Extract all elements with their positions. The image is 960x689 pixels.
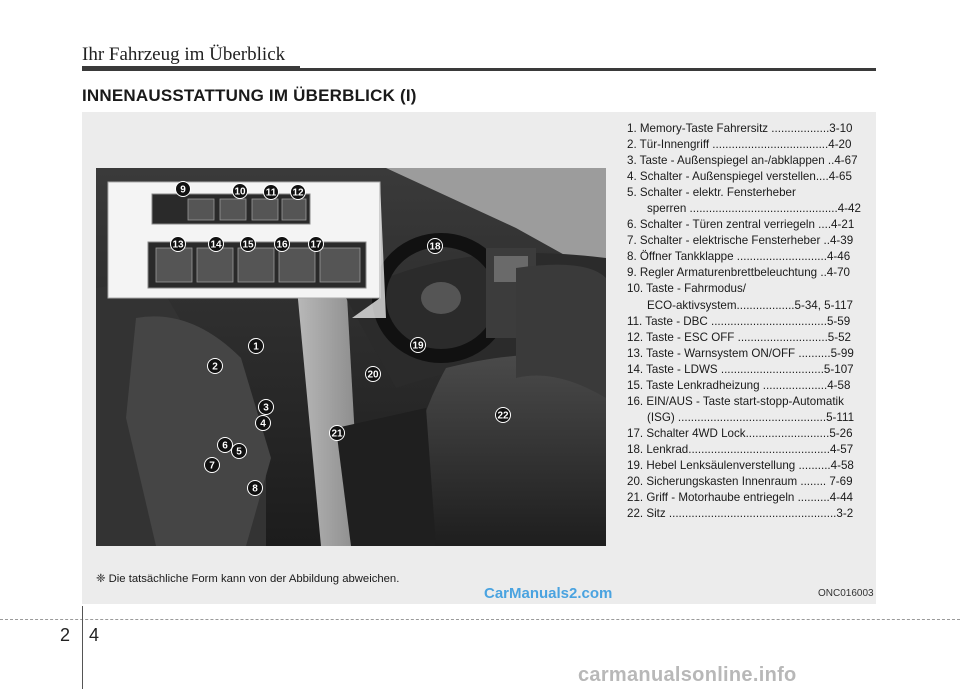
legend-item: 4. Schalter - Außenspiegel verstellen....4-65: [627, 170, 852, 184]
legend-item: (ISG) ..............................................5-111: [647, 410, 855, 424]
callout-9: [176, 182, 191, 197]
svg-text:16: 16: [276, 239, 288, 251]
steering-hub: [421, 282, 461, 314]
callout-16: [275, 237, 290, 252]
chapter-number: 2: [60, 625, 71, 645]
component-legend: [627, 121, 872, 522]
svg-text:12: 12: [292, 187, 304, 199]
legend-item: 3. Taste - Außenspiegel an-/abklappen ..4-67: [627, 154, 858, 168]
interior-photo: [96, 168, 606, 546]
page-footer-divider: [0, 619, 960, 620]
header-rule: [82, 68, 876, 71]
svg-text:20: 20: [367, 369, 379, 381]
footwell: [336, 408, 436, 546]
svg-text:4: 4: [260, 418, 266, 430]
page-number-separator: [82, 606, 83, 689]
callout-18: [428, 239, 443, 254]
image-code: ONC016003: [818, 588, 874, 599]
callout-15: [241, 237, 256, 252]
callout-5: [232, 444, 247, 459]
legend-item: 17. Schalter 4WD Lock..........................5-26: [627, 426, 853, 440]
legend-item: 19. Hebel Lenksäulenverstellung ..........4-58: [627, 458, 854, 472]
callout-1: [249, 339, 264, 354]
legend-item: 5. Schalter - elektr. Fensterheber: [627, 186, 796, 200]
legend-item: 1. Memory-Taste Fahrersitz ..................3-10: [627, 122, 853, 135]
svg-text:22: 22: [497, 410, 509, 422]
legend-item: 13. Taste - Warnsystem ON/OFF ..........5-99: [627, 346, 854, 360]
legend-item: 10. Taste - Fahrmodus/: [627, 282, 746, 296]
callout-21: [330, 426, 345, 441]
legend-item: 9. Regler Armaturenbrettbeleuchtung ..4-70: [627, 266, 850, 280]
svg-text:15: 15: [242, 239, 254, 251]
header-title: Ihr Fahrzeug im Überblick: [82, 44, 286, 65]
svg-text:18: 18: [429, 241, 441, 253]
svg-text:3: 3: [263, 402, 269, 414]
svg-text:5: 5: [236, 446, 242, 458]
legend-item: 8. Öffner Tankklappe ............................4-46: [627, 250, 851, 264]
legend-item: 11. Taste - DBC ....................................5-59: [627, 314, 851, 328]
svg-text:14: 14: [210, 239, 222, 251]
callout-7: [205, 458, 220, 473]
svg-text:11: 11: [265, 187, 277, 199]
svg-text:17: 17: [310, 239, 322, 251]
watermark-carmanuals: CarManuals2.com: [484, 585, 613, 602]
callout-4: [256, 416, 271, 431]
svg-text:9: 9: [180, 184, 186, 196]
svg-text:1: 1: [253, 341, 259, 353]
svg-text:7: 7: [209, 460, 215, 472]
watermark-footer: carmanualsonline.info: [578, 664, 797, 686]
svg-text:6: 6: [222, 440, 228, 452]
svg-text:21: 21: [331, 428, 343, 440]
callout-2: [208, 359, 223, 374]
callout-10: [233, 184, 248, 199]
callout-11: [264, 185, 279, 200]
callout-3: [259, 400, 274, 415]
callout-13: [171, 237, 186, 252]
legend-item: 20. Sicherungskasten Innenraum ........ 7-69: [627, 475, 853, 489]
callout-8: [248, 481, 263, 496]
callout-14: [209, 237, 224, 252]
legend-item: 14. Taste - LDWS ................................5-107: [627, 362, 854, 376]
svg-text:19: 19: [412, 340, 424, 352]
legend-item: 2. Tür-Innengriff ....................................4-20: [627, 138, 852, 152]
svg-text:8: 8: [252, 483, 258, 495]
legend-item: 16. EIN/AUS - Taste start-stopp-Automatik: [627, 394, 844, 408]
legend-item: 21. Griff - Motorhaube entriegeln ..........4-44: [627, 491, 853, 505]
callout-12: [291, 185, 306, 200]
interior-illustration: [96, 168, 606, 546]
svg-text:2: 2: [212, 361, 218, 373]
driver-seat: [410, 355, 606, 546]
callout-17: [309, 237, 324, 252]
legend-item: ECO-aktivsystem..................5-34, 5-117: [647, 298, 853, 312]
svg-text:10: 10: [234, 186, 246, 198]
legend-item: 7. Schalter - elektrische Fensterheber ..4-39: [627, 234, 854, 248]
disclaimer-note: ❈ Die tatsächliche Form kann von der Abbildung abweichen.: [96, 573, 400, 585]
legend-item: 22. Sitz ....................................................3-2: [627, 507, 854, 521]
page-number: 4: [89, 625, 100, 645]
section-title: INNENAUSSTATTUNG IM ÜBERBLICK (I): [82, 86, 417, 105]
callout-20: [366, 367, 381, 382]
legend-item: sperren ..............................................4-42: [647, 202, 861, 216]
legend-item: 12. Taste - ESC OFF ............................5-52: [627, 330, 851, 344]
callout-22: [496, 408, 511, 423]
callout-19: [411, 338, 426, 353]
legend-item: 18. Lenkrad............................................4-57: [627, 442, 854, 456]
callout-6: [218, 438, 233, 453]
svg-text:13: 13: [172, 239, 184, 251]
legend-item: 6. Schalter - Türen zentral verriegeln ....4-21: [627, 218, 855, 232]
legend-item: 15. Taste Lenkradheizung ....................4-58: [627, 378, 851, 392]
